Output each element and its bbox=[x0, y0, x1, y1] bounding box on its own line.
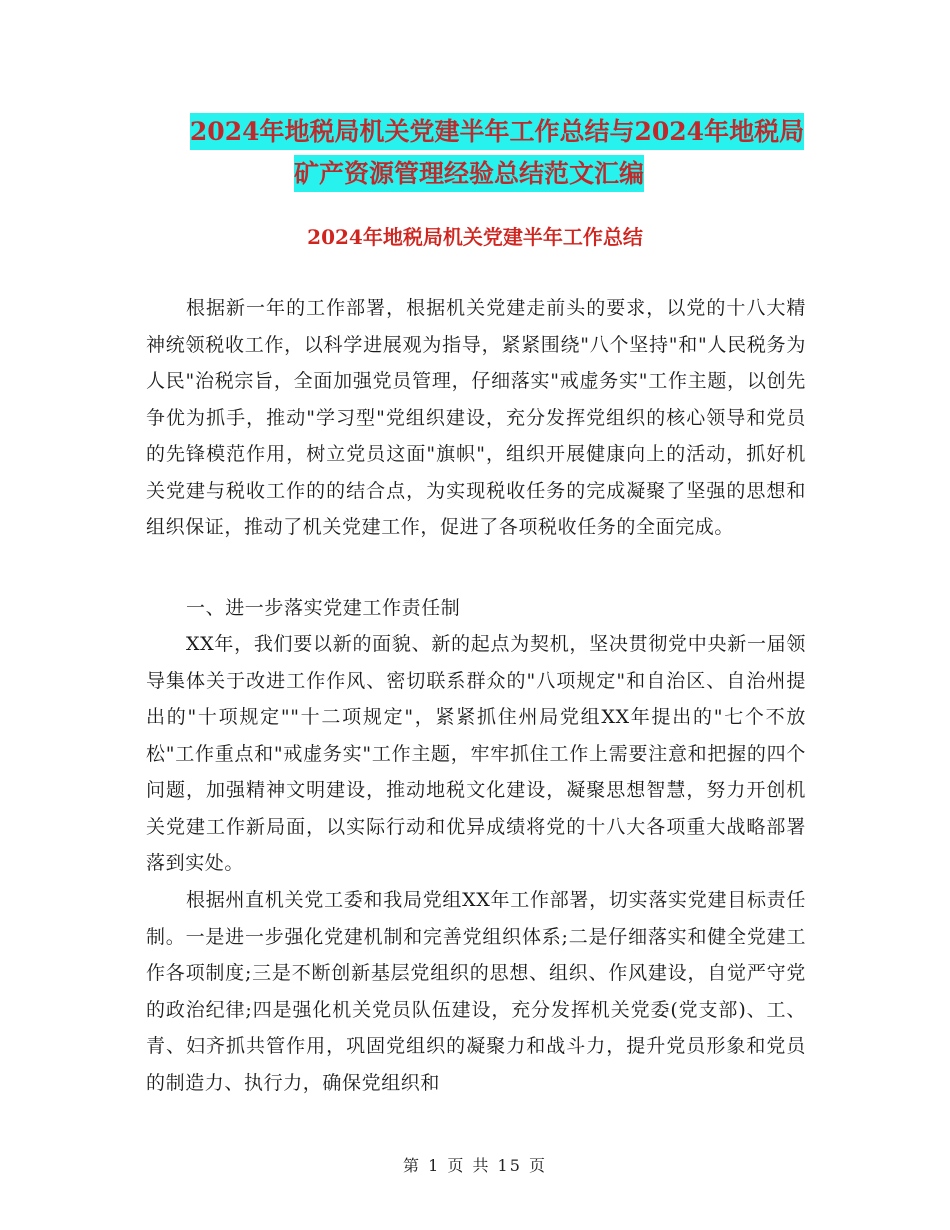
paragraph-text: 根据州直机关党工委和我局党组XX年工作部署，切实落实党建目标责任制。一是进一步强化党建机制和完善党组织体系;二是仔细落实和健全党建工作各项制度;三是不断创新基层党组织的思想、组织、作风建设，自觉严守党的政治纪律;四是强化机关党员队伍建设，充分发挥机关党委(党支部)、工、青、妇齐抓共管作用，巩固党组织的凝聚力和战斗力，提升党员形象和党员的制造力、执行力，确保党组织和 bbox=[146, 889, 806, 1094]
subheading-text: 一、进一步落实党建工作责任制 bbox=[186, 597, 461, 619]
paragraph-text: 根据新一年的工作部署，根据机关党建走前头的要求，以党的十八大精神统领税收工作，以科学进展观为指导，紧紧围绕"八个坚持"和"人民税务为人民"治税宗旨，全面加强党员管理，仔细落实"戒虚务实"工作主题，以创先争优为抓手，推动"学习型"党组织建设，充分发挥党组织的核心领导和党员的先锋模范作用，树立党员这面"旗帜"，组织开展健康向上的活动，抓好机关党建与税收工作的的结合点，为实现税收任务的完成凝聚了坚强的思想和组织保证，推动了机关党建工作，促进了各项税收任务的全面完成。 bbox=[146, 297, 806, 538]
title-highlight: 矿产资源管理经验总结范文汇编 bbox=[294, 155, 644, 192]
section-title: 2024年地税局机关党建半年工作总结 bbox=[307, 225, 643, 249]
paragraph-section-1 bbox=[146, 626, 806, 882]
title-highlight: 2024年地税局机关党建半年工作总结与2024年地税局 bbox=[190, 113, 804, 150]
page-number-footer: 第 1 页 共 15 页 bbox=[403, 1156, 547, 1175]
paragraph-section-2 bbox=[146, 882, 806, 1101]
document-title-line-2 bbox=[0, 150, 944, 198]
paragraph-intro bbox=[146, 290, 806, 546]
paragraph-text: XX年，我们要以新的面貌、新的起点为契机，坚决贯彻党中央新一届领导集体关于改进工作作风、密切联系群众的"八项规定"和自治区、自治州提出的"十项规定""十二项规定"，紧紧抓住州局党组XX年提出的"七个不放松"工作重点和"戒虚务实"工作主题，牢牢抓住工作上需要注意和把握的四个问题，加强精神文明建设，推动地税文化建设，凝聚思想智慧，努力开创机关党建工作新局面，以实际行动和优异成绩将党的十八大各项重大战略部署落到实处。 bbox=[146, 633, 806, 874]
subheading bbox=[146, 590, 806, 627]
document-title-line-1 bbox=[22, 108, 950, 156]
